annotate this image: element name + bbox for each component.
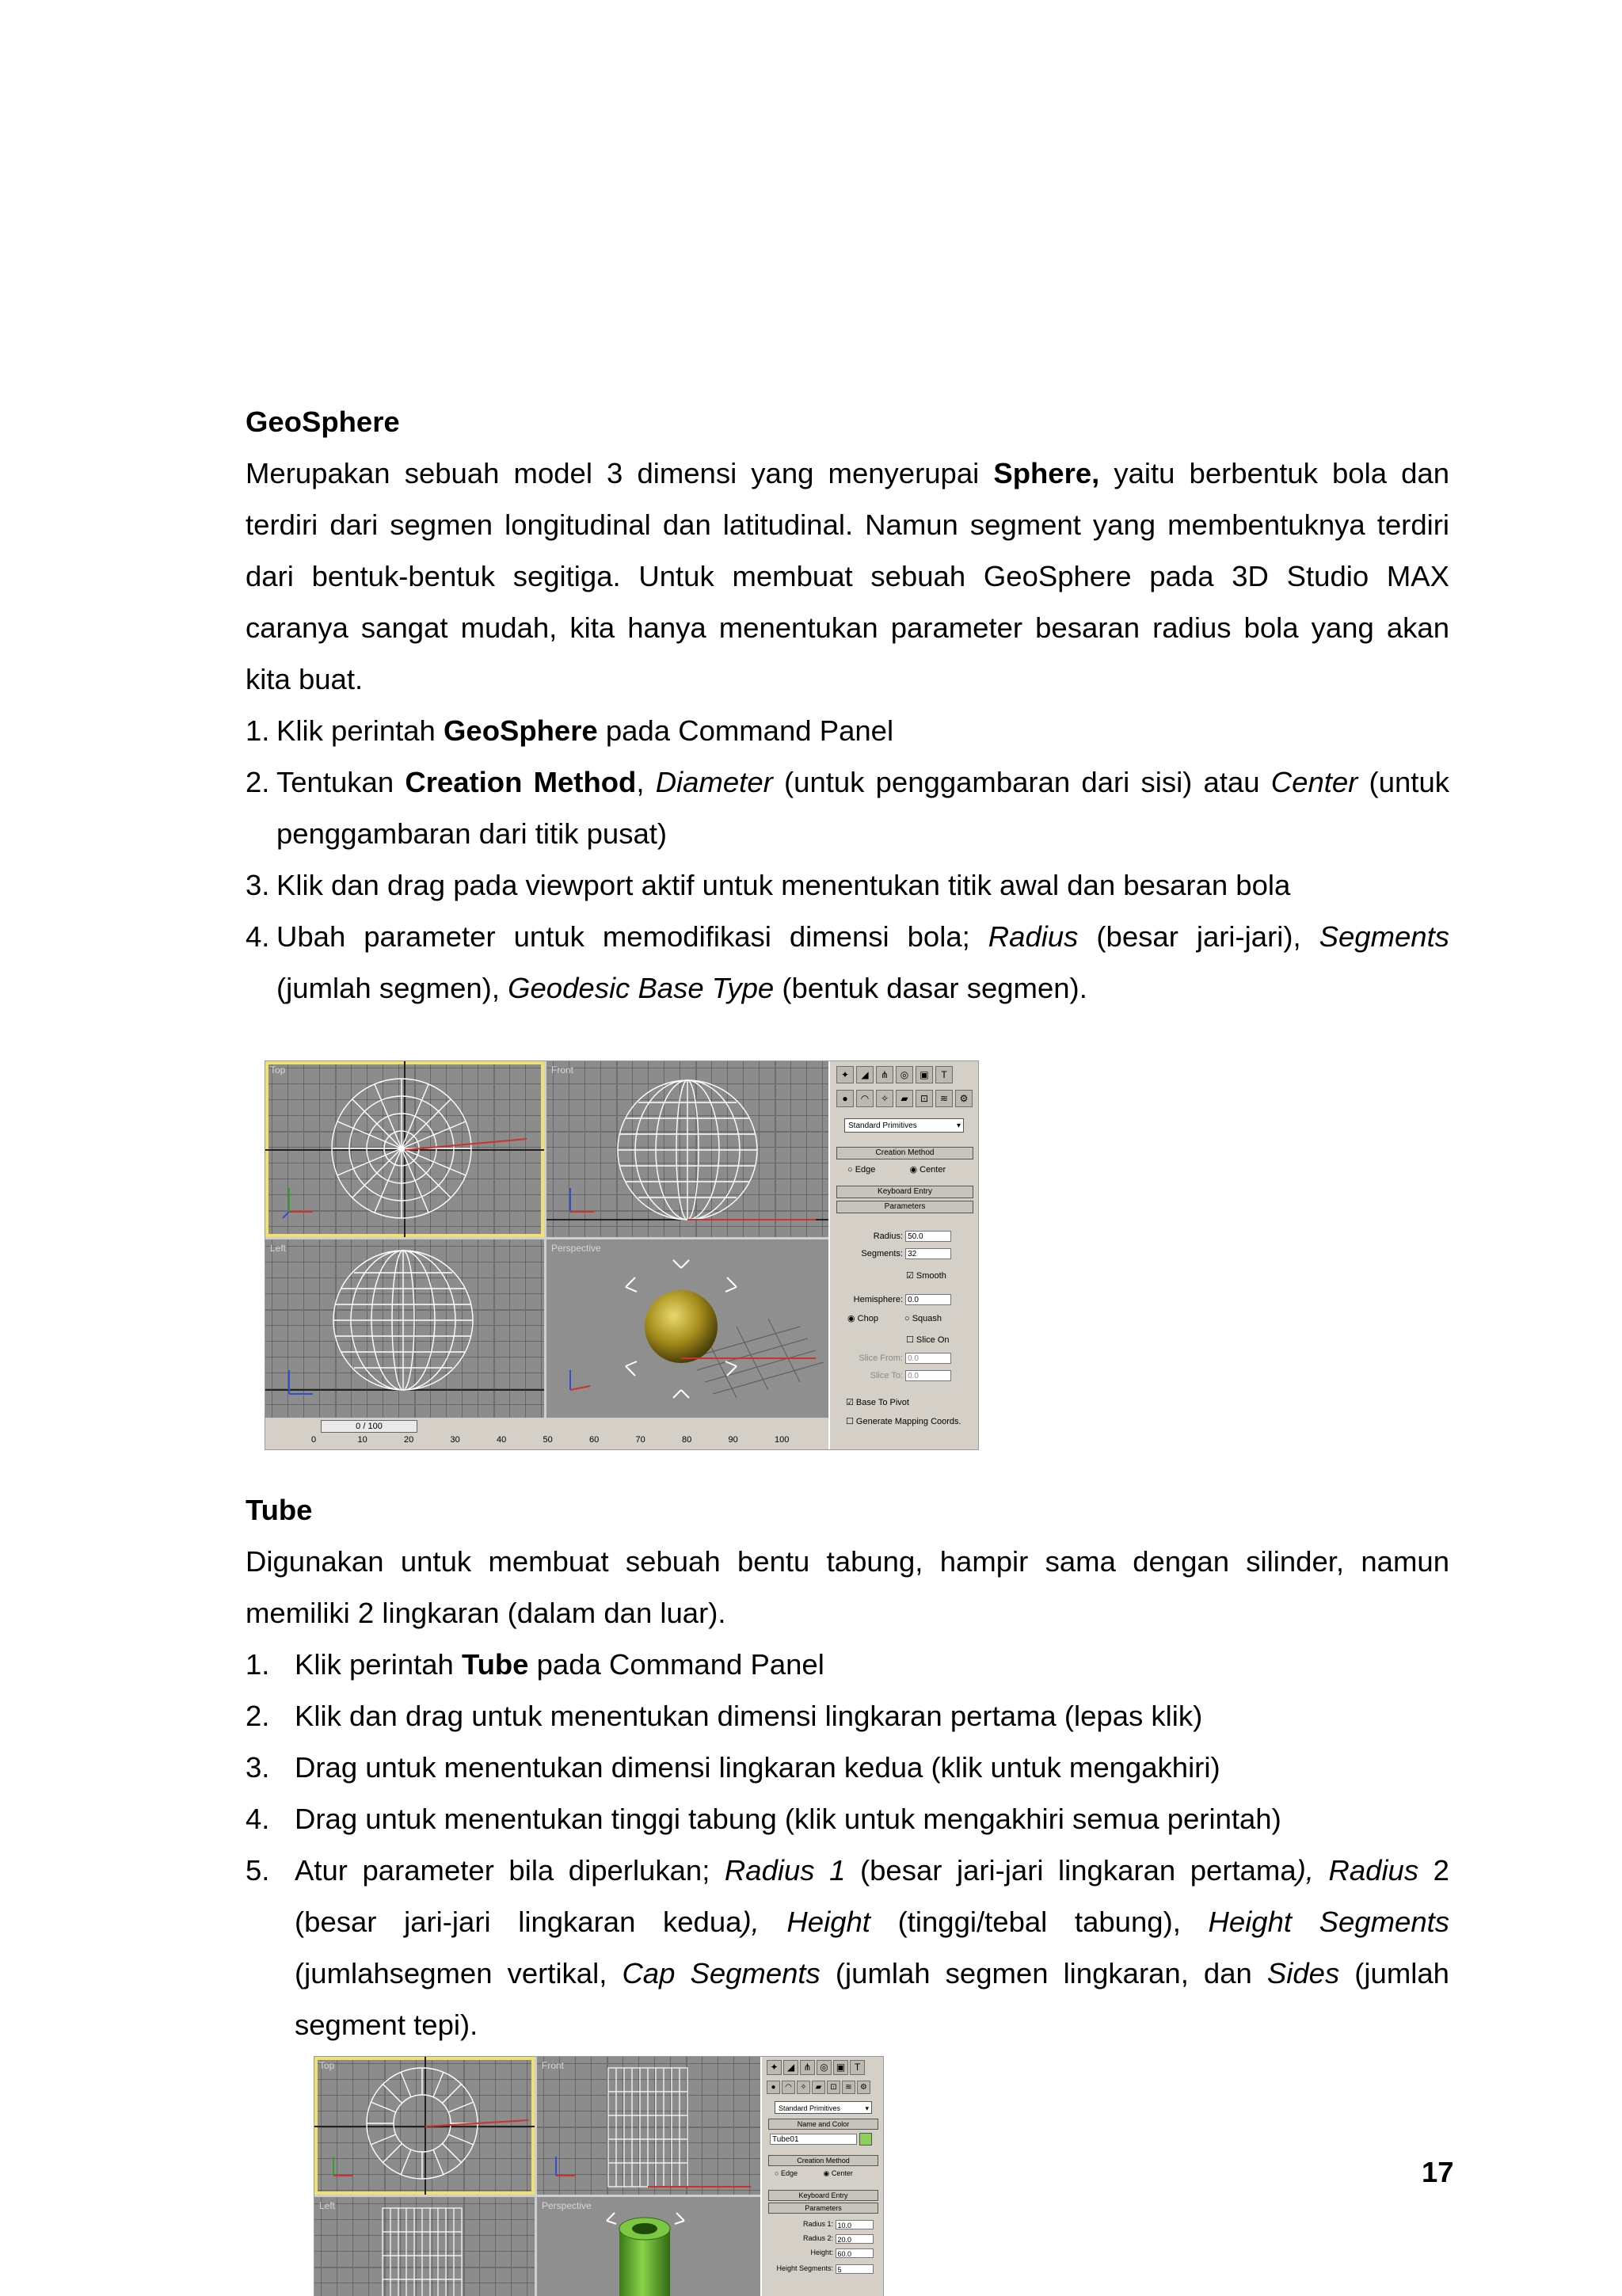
shapes-icon[interactable]: ◠ [782,2081,795,2094]
timeline-tick-label: 0 [311,1435,317,1445]
hierarchy-icon[interactable]: ⋔ [800,2060,815,2075]
text-run: Radius [988,920,1079,953]
parameters-rollout[interactable]: Parameters [768,2203,878,2214]
timeline-tick-label: 100 [775,1435,790,1445]
text-run: Cap Segments [622,1957,821,1989]
squash-label: Squash [912,1314,942,1323]
object-color-swatch[interactable] [859,2133,872,2146]
command-panel [760,2057,884,2296]
text-run: (bentuk dasar segmen). [774,972,1087,1004]
segments-row [846,1248,951,1259]
text-run: (besar jari-jari lingkaran pertama [845,1854,1296,1887]
height-segments-input[interactable]: 5 [836,2264,874,2274]
list-item [246,859,1449,911]
center-label: Center [920,1165,946,1175]
height-label: Height: [810,2248,833,2257]
shapes-icon[interactable]: ◠ [856,1090,874,1107]
edge-label: Edge [780,2169,798,2177]
viewport-perspective[interactable] [546,1239,828,1418]
viewport-label: Top [319,2060,335,2071]
text-run: Radius 1 [724,1854,846,1887]
chop-radio[interactable]: ◉ Chop [847,1314,878,1323]
list-item [246,1639,1449,1690]
creation-method-options [775,2169,853,2178]
primitive-type-dropdown[interactable] [844,1118,964,1133]
radius-row [846,1231,951,1242]
text-run: Tentukan [276,766,406,798]
list-number: 4. [246,920,270,953]
list-item [246,911,1449,1014]
text-run: Tube [462,1648,529,1681]
text-run: pada Command Panel [597,714,894,747]
geosphere-section [246,396,1449,1014]
text-run: ), [1296,1854,1314,1887]
spacewarps-icon[interactable]: ≋ [935,1090,953,1107]
keyboard-entry-rollout[interactable]: Keyboard Entry [836,1186,973,1198]
edge-label: Edge [855,1165,876,1175]
list-item [246,705,1449,756]
smooth-label: Smooth [916,1271,946,1281]
text-run: (jumlah segmen), [276,972,508,1004]
list-number: 4. [246,1803,270,1835]
radius2-input[interactable]: 20.0 [836,2234,874,2244]
viewport-label: Front [551,1064,574,1076]
text-run: 2 (besar jari-jari lingkaran kedua [295,1854,1449,1938]
text-run: Sphere, [993,457,1100,489]
text-run [1314,1854,1329,1887]
chop-label: Chop [857,1314,878,1323]
timeline-tick-label: 10 [357,1435,367,1445]
geosphere-intro [246,447,1449,705]
tube-perspective-render [537,2197,760,2296]
creation-method-options [847,1164,946,1175]
text-run: Sides [1266,1957,1340,1989]
dropdown-value: Standard Primitives [779,2104,841,2112]
geosphere-left-wireframe [265,1239,544,1418]
text-run: Klik dan drag untuk menentukan dimensi lingkaran pertama (lepas klik) [295,1700,1203,1732]
slice-to-label: Slice To: [870,1370,903,1380]
lights-icon[interactable]: ✧ [797,2081,810,2094]
slice-from-input[interactable]: 0.0 [905,1353,951,1364]
viewport-label: Top [270,1064,286,1076]
timeline-tick-label: 50 [543,1435,553,1445]
text-run: Klik perintah [295,1648,462,1681]
display-icon[interactable]: ▣ [833,2060,848,2075]
list-item [246,1793,1449,1845]
viewport-label: Left [270,1243,287,1254]
dropdown-value: Standard Primitives [848,1121,917,1130]
viewport-label: Perspective [551,1243,601,1254]
helpers-icon[interactable]: ⊡ [916,1090,933,1107]
radius2-label: Radius 2: [802,2234,833,2243]
timeline-tick-label: 80 [682,1435,692,1445]
geosphere-perspective-render [546,1239,828,1418]
systems-icon[interactable]: ⚙ [955,1090,973,1107]
squash-radio[interactable]: ○ Squash [904,1314,942,1323]
tube-front-wireframe [537,2057,760,2195]
edge-radio[interactable]: ○ Edge [775,2169,798,2177]
text-run: Klik dan drag pada viewport aktif untuk menentukan titik awal dan besaran bola [276,869,1291,901]
motion-icon[interactable]: ◎ [817,2060,832,2075]
list-number: 1. [246,1648,270,1681]
hemisphere-input[interactable]: 0.0 [905,1294,951,1305]
text-run: pada Command Panel [528,1648,824,1681]
tube-screenshot [314,2056,884,2296]
slice-to-row [846,1370,951,1381]
page-number: 17 [1422,2156,1454,2188]
geosphere-top-wireframe [265,1061,544,1237]
segments-label: Segments: [861,1248,903,1258]
height-input[interactable]: 60.0 [836,2248,874,2258]
base-to-pivot-label: Base To Pivot [855,1398,909,1407]
text-run: Center [1270,766,1358,798]
height-segments-label: Height Segments: [776,2264,833,2273]
height-segments-row [770,2264,874,2274]
geometry-icon[interactable]: ● [767,2081,780,2094]
text-run: Klik perintah [276,714,444,747]
slice-from-row [846,1353,951,1364]
modify-icon[interactable]: ◢ [856,1066,874,1083]
slice-to-input[interactable]: 0.0 [905,1370,951,1381]
lights-icon[interactable]: ✧ [876,1090,893,1107]
tube-left-wireframe [314,2197,535,2296]
time-slider-frame[interactable]: 0 / 100 [321,1420,417,1433]
object-name-input[interactable]: Tube01 [770,2134,857,2145]
utilities-icon[interactable]: T [850,2060,865,2075]
text-run: Geodesic Base Type [508,972,775,1004]
viewport-label: Front [542,2060,565,2071]
hemisphere-options [847,1313,942,1323]
text-run: (untuk penggambaran dari titik pusat) [276,766,1449,850]
radius-input[interactable]: 50.0 [905,1231,951,1242]
creation-method-rollout[interactable]: Creation Method [768,2155,878,2166]
parameters-rollout[interactable]: Parameters [836,1201,973,1213]
cameras-icon[interactable]: ▰ [896,1090,913,1107]
viewport-front[interactable] [546,1061,828,1237]
mapping-coords-label: Generate Mapping Coords. [855,1417,961,1426]
helpers-icon[interactable]: ⊡ [827,2081,840,2094]
slice-on-label: Slice On [916,1335,950,1345]
motion-icon[interactable]: ◎ [896,1066,913,1083]
text-run: Creation Method [405,766,637,798]
timeline-tick-label: 60 [589,1435,600,1445]
list-item [246,756,1449,859]
list-number: 1. [246,714,270,747]
list-item [246,1742,1449,1793]
list-number: 3. [246,1751,270,1784]
chevron-down-icon: ▾ [956,1121,961,1130]
utilities-icon[interactable]: T [935,1066,953,1083]
height-row [770,2248,874,2258]
text-run: ), [741,1906,760,1938]
command-panel-tabs [767,2060,866,2075]
text-run: , [636,766,656,798]
radius2-row [770,2234,874,2244]
viewport-left[interactable] [314,2197,535,2296]
tube-steps [246,1639,1449,2050]
text-run: Height Segments [1208,1906,1450,1938]
tube-intro: Digunakan untuk membuat sebuah bentu tabung, hampir sama dengan silinder, namun memiliki 2 lingkaran (dalam dan luar). [246,1545,1449,1629]
spacewarps-icon[interactable]: ≋ [842,2081,855,2094]
segments-input[interactable]: 32 [905,1248,951,1259]
geosphere-heading: GeoSphere [246,406,400,438]
geosphere-screenshot [265,1060,979,1450]
text-run: (jumlah segmen lingkaran, dan [820,1957,1267,1989]
viewport-left[interactable] [265,1239,544,1418]
timeline-tick-label: 90 [728,1435,738,1445]
systems-icon[interactable]: ⚙ [857,2081,870,2094]
keyboard-entry-rollout[interactable]: Keyboard Entry [768,2190,878,2201]
slice-from-label: Slice From: [859,1353,903,1363]
creation-method-rollout[interactable]: Creation Method [836,1147,973,1159]
center-radio[interactable]: ◉ Center [823,2169,853,2177]
geosphere-front-wireframe [546,1061,828,1237]
radius1-row [770,2220,874,2229]
modify-icon[interactable]: ◢ [783,2060,798,2075]
base-to-pivot-checkbox[interactable]: ☑ Base To Pivot [846,1398,909,1407]
text-run: (jumlah segment tepi). [295,1957,1449,2041]
list-number: 3. [246,869,270,901]
primitive-type-dropdown[interactable] [775,2101,872,2114]
text-run: (untuk penggambaran dari sisi) atau [772,766,1271,798]
timeline-tick-label: 20 [404,1435,414,1445]
text-run: Radius [1328,1854,1419,1887]
text-run: Drag untuk menentukan dimensi lingkaran kedua (klik untuk mengakhiri) [295,1751,1220,1784]
text-run: Segments [1319,920,1449,953]
text-run: Diameter [655,766,773,798]
chevron-down-icon: ▾ [865,2104,869,2112]
hemisphere-label: Hemisphere: [853,1294,903,1304]
edge-radio[interactable]: ○ Edge [847,1165,876,1175]
object-name-row [770,2133,872,2146]
slice-on-checkbox[interactable]: ☐ Slice On [906,1335,950,1345]
text-run: GeoSphere [444,714,598,747]
list-number: 5. [246,1854,270,1887]
name-color-rollout[interactable]: Name and Color [768,2119,878,2130]
tube-section [246,1484,1449,2050]
text-run: Atur parameter bila diperlukan; [295,1854,725,1887]
list-number: 2. [246,1700,270,1732]
tube-heading: Tube [246,1494,313,1526]
text-run [760,1906,787,1938]
geosphere-steps [246,705,1449,1014]
text-run: Ubah parameter untuk memodifikasi dimensi bola; [276,920,988,953]
timeline-tick-label: 70 [635,1435,645,1445]
viewport-front[interactable] [537,2057,760,2195]
text-run: Merupakan sebuah model 3 dimensi yang menyerupai [246,457,994,489]
text-run: (tinggi/tebal tabung), [870,1906,1209,1938]
viewport-label: Perspective [542,2200,592,2211]
text-run: Drag untuk menentukan tinggi tabung (klik untuk mengakhiri semua perintah) [295,1803,1281,1835]
tube-top-wireframe [314,2057,535,2195]
cameras-icon[interactable]: ▰ [812,2081,825,2094]
object-category-buttons [767,2081,872,2094]
object-category-buttons [836,1090,975,1107]
timeline-tick-label: 30 [450,1435,460,1445]
create-icon[interactable]: ✦ [836,1066,854,1083]
hierarchy-icon[interactable]: ⋔ [876,1066,893,1083]
smooth-checkbox[interactable]: ☑ Smooth [906,1271,946,1281]
hemisphere-row [846,1294,951,1305]
viewport-perspective[interactable] [537,2197,760,2296]
create-icon[interactable]: ✦ [767,2060,782,2075]
display-icon[interactable]: ▣ [916,1066,933,1083]
list-item [246,1690,1449,1742]
radius1-label: Radius 1: [802,2220,833,2229]
text-run: (jumlahsegmen vertikal, [295,1957,623,1989]
viewport-top[interactable] [314,2057,535,2195]
time-slider[interactable] [265,1418,828,1449]
viewport-top[interactable] [265,1061,544,1237]
text-run: Height [786,1906,870,1938]
radius1-input[interactable]: 10.0 [836,2220,874,2229]
radius-label: Radius: [873,1231,903,1241]
center-label: Center [831,2169,853,2177]
geometry-icon[interactable]: ● [836,1090,854,1107]
text-run: (besar jari-jari), [1078,920,1319,953]
command-panel [828,1061,979,1449]
text-run: yaitu berbentuk bola dan terdiri dari segmen longitudinal dan latitudinal. Namun segment yang membentuknya terdiri dari bentuk-bentuk segitiga. Untuk membuat sebuah GeoSphere pada 3D Studio MAX caranya sangat mudah, kita hanya menentukan parameter besaran radius bola yang akan kita buat. [246,457,1449,695]
command-panel-tabs [836,1066,955,1083]
mapping-coords-checkbox[interactable]: ☐ Generate Mapping Coords. [846,1417,961,1426]
timeline-tick-label: 40 [497,1435,507,1445]
center-radio[interactable]: ◉ Center [909,1165,946,1175]
viewport-label: Left [319,2200,336,2211]
list-number: 2. [246,766,270,798]
list-item [246,1845,1449,2050]
